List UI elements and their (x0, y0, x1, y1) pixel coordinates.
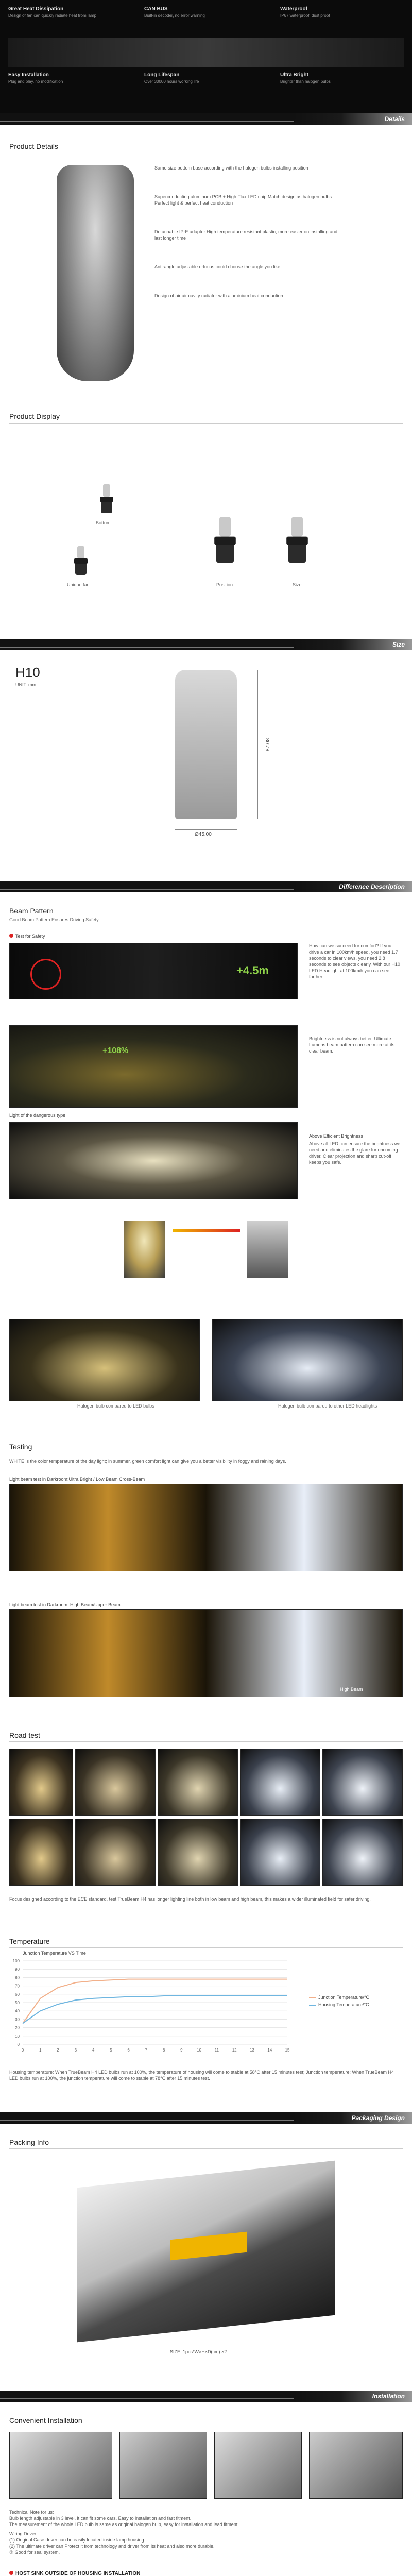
divider (9, 1947, 403, 1948)
road-image-5 (322, 1749, 403, 1816)
size-unit: UNIT: mm (15, 682, 36, 687)
testing-row2-image (9, 1609, 403, 1697)
pct-readout: +108% (102, 1046, 129, 1055)
display-bulb-size (283, 517, 311, 563)
feature-image-row (8, 38, 404, 67)
speed-note: How can we succeed for comfort? If you drive a car in 100km/h speed, you need 1.7 seconds to clear views, you need 2.8 seconds to see objects clearly. With our H10 LED Headlight at 100km/h you can see farther. (309, 943, 400, 979)
section-band-packaging (0, 2112, 412, 2124)
legend-swatch-housing (309, 2005, 316, 2006)
band-tag-packaging: Packaging Design (351, 2114, 405, 2122)
install-note-3: The measurement of the whole LED bulb is same as original halogen bulb, easy for installation and lead fitment. (9, 2522, 239, 2527)
x-tick-label: 0 (21, 2048, 24, 2053)
details-note-4: Anti-angle adjustable e-focus could choose the angle you like (154, 264, 281, 269)
road-image-3 (158, 1749, 238, 1816)
y-tick-label: 80 (15, 1975, 20, 1980)
feature-heading-3: Waterproof (280, 6, 307, 12)
testing-right-tag: High Beam (340, 1687, 363, 1692)
y-tick-label: 100 (12, 1959, 20, 1963)
beam-title: Beam Pattern (9, 907, 54, 915)
product-display-title: Product Display (9, 412, 60, 420)
install-case1-title (9, 2571, 140, 2576)
install-title: Convenient Installation (9, 2416, 82, 2425)
led-compare-image (212, 1319, 403, 1401)
feature-heading-1: Great Heat Dissipation (8, 6, 64, 12)
install-note-7: ① Good for seal system. (9, 2550, 60, 2555)
install-image-2 (119, 2432, 207, 2499)
beam-subtitle: Good Beam Pattern Ensures Driving Safety (9, 917, 99, 922)
x-tick-label: 8 (162, 2048, 165, 2053)
x-tick-label: 3 (74, 2048, 77, 2053)
install-image-4 (309, 2432, 403, 2499)
size-drawing (175, 670, 237, 819)
x-tick-label: 11 (214, 2048, 219, 2053)
feature-text-1: Design of fan can quickly radiate heat from lamp (8, 13, 97, 18)
feature-text-5: Over 30000 hours working life (144, 79, 199, 84)
install-case1-text: HOST SINK OUTSIDE OF HOUSING INSTALLATION (15, 2571, 141, 2576)
testing-title: Testing (9, 1443, 32, 1451)
road-test-desc: Focus designed according to the ECE standard, test TrueBeam H4 has longer lighting line both in low beam and high beam, this makes a wider illuminated field for safer driving. (9, 1896, 371, 1902)
beam-dot-text: Test for Safety (15, 934, 45, 939)
feature-panel-3 (280, 6, 404, 35)
legend-item-housing (309, 2001, 369, 2008)
temperature-note: Housing temperature: When TrueBeam H4 LED bulbs run at 100%, the temperature of housing will come to stable at 58°C after 15 minutes test; Junction temperature: When TrueBeam H4 LED bulbs run at 100%, the junction temperature will come to stable at 78°C after 15 minutes test. (9, 2070, 394, 2081)
install-note-6: (2) The ultimate driver can Protect it from technology and driver from its heat and also more durable. (9, 2544, 215, 2549)
temp-chart-title: Junction Temperature VS Time (23, 1951, 86, 1956)
compare-bar (173, 1229, 240, 1232)
temp-legend (309, 1994, 369, 2008)
product-details-title: Product Details (9, 142, 58, 150)
x-tick-label: 4 (92, 2048, 95, 2053)
road-image-1 (9, 1749, 73, 1816)
road-image-10 (322, 1819, 403, 1886)
y-tick-label: 70 (15, 1984, 20, 1989)
band-tag-difference: Difference Description (339, 883, 405, 890)
divider (9, 2148, 403, 2149)
details-note-5: Design of air air cavity radiator with aluminium heat conduction (154, 293, 283, 298)
install-image-1 (9, 2432, 112, 2499)
x-tick-label: 6 (127, 2048, 130, 2053)
halogen-bulb-image (124, 1221, 165, 1278)
feature-panel-5 (144, 72, 268, 101)
compare-note: Brightness is not always better. Ultimate Lumens beam pattern can see more at its clear beam. (309, 1036, 395, 1054)
road-image-9 (240, 1819, 320, 1886)
install-image-3 (214, 2432, 302, 2499)
compare-image (9, 1025, 298, 1108)
feature-heading-6: Ultra Bright (280, 72, 308, 78)
x-tick-label: 1 (39, 2048, 42, 2053)
band-tag-size: Size (392, 641, 405, 648)
feature-panel-6 (280, 72, 404, 101)
install-notes (9, 2509, 403, 2555)
install-note-4: Wiring Driver: (9, 2531, 38, 2536)
efficient-note: Above all LED can ensure the brightness we need and eliminates the glare for oncoming driver. Clear projection and sharp cut-off keeps you safe. (309, 1141, 401, 1165)
packing-box-image (77, 2161, 335, 2343)
x-tick-label: 13 (250, 2048, 254, 2053)
display-label-size: Size (293, 582, 302, 587)
road-image-7 (75, 1819, 156, 1886)
size-width-line (175, 829, 237, 830)
dangerous-image (9, 1122, 298, 1199)
legend-swatch-junction (309, 1997, 316, 1998)
feature-text-2: Built-in decoder, no error warning (144, 13, 205, 18)
divider (9, 423, 403, 424)
dangerous-label: Light of the dangerous type (9, 1113, 66, 1118)
packing-size-note: SIZE: 1pcs*W×H×D(cm) ×2 (170, 2349, 227, 2354)
install-note-1: Technical Note for us: (9, 2510, 54, 2515)
testing-row1-image (9, 1484, 403, 1571)
install-note-5: (1) Original Case driver can be easily located inside lamp housing (9, 2537, 144, 2543)
legend-label-housing: Housing Temperature/°C (318, 2002, 369, 2007)
road-image-4 (240, 1749, 320, 1816)
x-tick-label: 2 (57, 2048, 59, 2053)
road-image-2 (75, 1749, 156, 1816)
efficient-label: Above Efficient Brightness (309, 1133, 363, 1139)
feature-heading-5: Long Lifespan (144, 72, 180, 78)
size-height-value: 87.08 (265, 738, 271, 752)
feature-heading-2: CAN BUS (144, 6, 168, 12)
details-note-3: Detachable IP-E adapter High temperature resistant plastic, more easier on installing and last longer time (154, 229, 338, 241)
details-note-2: Superconducting aluminum PCB + High Flux LED chip Match design as halogen bulbs Perfect light & perfect heat conduction (154, 194, 332, 206)
display-label-fan: Unique fan (67, 582, 90, 587)
testing-row2-label: Light beam test in Darkroom: High Beam/Upper Beam (9, 1602, 121, 1607)
size-model: H10 (15, 665, 40, 680)
y-tick-label: 10 (15, 2033, 20, 2039)
section-band-details (0, 113, 412, 125)
feature-panel-4 (8, 72, 132, 101)
y-tick-label: 20 (15, 2025, 20, 2030)
red-dot-icon (9, 934, 13, 938)
details-bulb-image (57, 165, 134, 381)
display-bulb-bottom (98, 484, 115, 513)
y-tick-label: 40 (15, 2009, 20, 2014)
display-label-bottom: Bottom (96, 520, 111, 526)
road-test-title: Road test (9, 1731, 40, 1739)
display-label-position: Position (216, 582, 233, 587)
x-tick-label: 9 (180, 2048, 183, 2053)
display-grid (62, 443, 350, 608)
display-bulb-position (211, 517, 239, 563)
feature-panel-2 (144, 6, 268, 35)
details-note-1: Same size bottom base according with the halogen bulbs installing position (154, 165, 308, 171)
y-tick-label: 50 (15, 2001, 20, 2005)
feature-panel-1 (8, 6, 132, 35)
section-band-size (0, 639, 412, 650)
size-width-value: Ø45.00 (195, 832, 212, 837)
install-note-2: Bulb length adjustable in 3 level, it can fit some cars. Easy to installation and fast fitment. (9, 2516, 192, 2521)
speed-readout (30, 959, 61, 990)
details-notes (154, 165, 340, 299)
packing-box-accent (170, 2232, 247, 2261)
red-dot-icon (9, 2571, 13, 2575)
x-tick-label: 7 (145, 2048, 148, 2053)
x-tick-label: 10 (197, 2048, 202, 2053)
display-bulb-fan (72, 546, 90, 575)
temperature-title: Temperature (9, 1937, 50, 1945)
y-tick-label: 0 (17, 2042, 20, 2047)
beam-dot-label (9, 934, 45, 939)
x-tick-label: 14 (267, 2048, 272, 2053)
feature-text-6: Brighter than halogen bulbs (280, 79, 331, 84)
x-tick-label: 15 (285, 2048, 290, 2053)
halogen-compare-caption: Halogen bulb compared to LED bulbs (77, 1403, 154, 1409)
feature-heading-4: Easy Installation (8, 72, 49, 78)
band-tag-installation: Installation (372, 2393, 405, 2400)
halogen-compare-image (9, 1319, 200, 1401)
divider (9, 1741, 403, 1742)
y-tick-label: 90 (15, 1967, 20, 1972)
top-banner (0, 0, 412, 113)
lux-readout: +4.5m (236, 964, 269, 977)
packing-title: Packing Info (9, 2138, 49, 2146)
feature-text-3: IP67 waterproof, dust proof (280, 13, 330, 18)
led-compare-caption: Halogen bulb compared to other LED headlights (278, 1403, 377, 1409)
feature-text-4: Plug and play, no modification (8, 79, 63, 84)
led-bulb-image (247, 1221, 288, 1278)
temperature-chart (9, 1957, 403, 2060)
band-tag-details: Details (384, 115, 405, 123)
dashboard-image (9, 943, 298, 999)
road-image-8 (158, 1819, 238, 1886)
section-band-difference (0, 881, 412, 892)
bulb-compare (124, 1221, 288, 1278)
x-tick-label: 12 (232, 2048, 237, 2053)
x-tick-label: 5 (110, 2048, 112, 2053)
legend-label-junction: Junction Temperature/°C (318, 1995, 369, 2000)
testing-desc: WHITE is the color temperature of the day light; in summer, green comfort light can give you a better visibility in foggy and raining days. (9, 1459, 286, 1464)
section-band-installation (0, 2391, 412, 2402)
y-tick-label: 60 (15, 1992, 20, 1997)
testing-row1-label: Light beam test in Darkroom:Ultra Bright / Low Beam Cross-Beam (9, 1477, 145, 1482)
legend-item-junction (309, 1994, 369, 2001)
y-tick-label: 30 (15, 2017, 20, 2022)
road-image-6 (9, 1819, 73, 1886)
